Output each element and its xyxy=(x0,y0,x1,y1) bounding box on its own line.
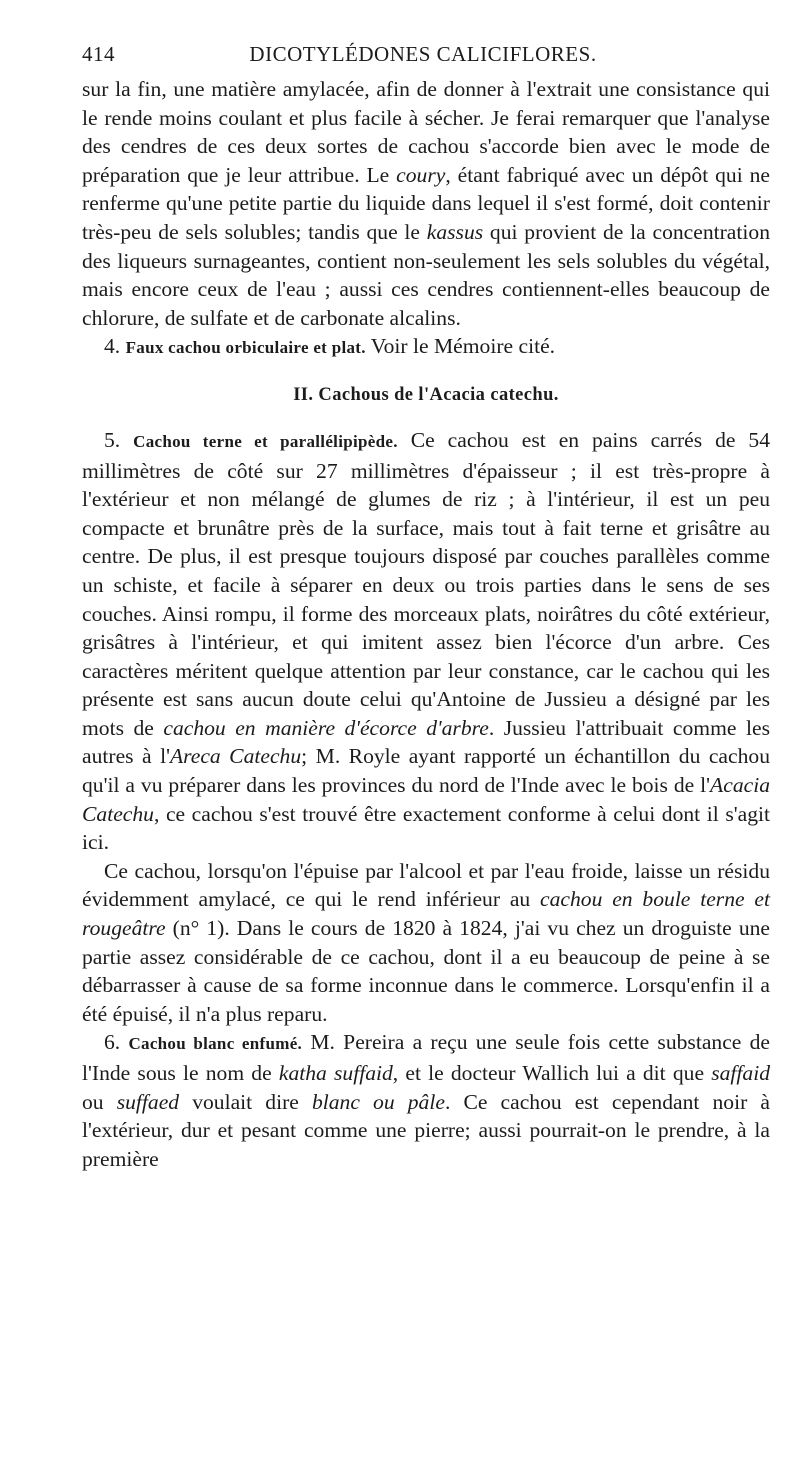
italic-term: katha suffaid xyxy=(278,1061,393,1085)
text-run: ; M. Royle ayant rapporté un échantillon du cachou qu'il a vu préparer dans les provinces du nord de l'Inde avec le bois de l' xyxy=(82,744,770,798)
italic-term: Areca Catechu xyxy=(169,744,302,769)
text-run: qui provient de la concentration des liqueurs surnageantes, contient non-seulement les sels solubles du végétal, mais encore ceux de l'eau ; aussi ces cendres contiennent-elles beaucoup de chlorure, de sulfate et de carbonate alcalins. xyxy=(82,219,770,330)
page-header xyxy=(82,42,770,67)
text-run: Ce cachou, lorsqu'on l'épuise par l'alcool et par l'eau froide, laisse un résidu évidemment amylacé, ce qui le rend inférieur au xyxy=(82,858,770,912)
text-run: Voir le Mémoire cité. xyxy=(365,334,556,359)
text-run: , et le docteur Wallich lui a dit que xyxy=(392,1061,712,1085)
italic-term: cachou en manière d'écorce d'arbre xyxy=(163,715,489,740)
italic-term: suffaed xyxy=(116,1089,180,1114)
text-run: , ce cachou s'est trouvé être exactement conforme à celui dont il s'agit ici. xyxy=(82,801,770,855)
item-number: 4. xyxy=(104,334,126,359)
item-heading: Cachou blanc enfumé. xyxy=(128,1034,303,1054)
text-run: , étant fabriqué avec un dépôt qui ne renferme qu'une petite partie du liquide dans lequel il s'est formé, doit contenir très-peu de sels solubles; tandis que le xyxy=(82,162,770,244)
text-run: (n° 1). Dans le cours de 1820 à 1824, j'ai vu chez un droguiste une partie assez considérable de ce cachou, dont il a eu beaucoup de peine à se débarrasser à cause de sa forme inconnue dans le commerce. Lorsqu'enfin il a été épuisé, il n'a plus reparu. xyxy=(82,916,770,1026)
item-heading: Faux cachou orbiculaire et plat. xyxy=(125,338,366,358)
paragraph-item-4 xyxy=(82,332,770,363)
italic-term: blanc ou pâle xyxy=(311,1089,445,1114)
item-heading: Cachou terne et parallélipipède. xyxy=(133,431,398,451)
running-head: DICOTYLÉDONES CALICIFLORES. xyxy=(249,42,597,66)
italic-term: cachou en boule terne et rougeâtre xyxy=(82,887,770,941)
text-run: sur la fin, une matière amylacée, afin de donner à l'extrait une consistance qui le rende moins coulant et plus facile à sécher. Je ferai remarquer que l'analyse des cendres de ces deux sortes de cachou s'accorde bien avec le mode de préparation que je leur attribue. Le xyxy=(82,77,770,187)
text-run: ou xyxy=(82,1089,117,1114)
paragraph-item-6 xyxy=(82,1028,770,1173)
text-run: . Ce cachou est cependant noir à l'extérieur, dur et pesant comme une pierre; aussi pourrait-on le prendre, à la première xyxy=(82,1089,770,1171)
item-number: 6. xyxy=(104,1030,129,1055)
text-run: voulait dire xyxy=(179,1089,312,1114)
italic-term: kassus xyxy=(426,219,484,244)
body-text xyxy=(82,75,770,1173)
page-number: 414 xyxy=(82,42,115,66)
item-number: 5. xyxy=(104,427,134,452)
italic-term: coury xyxy=(396,162,446,187)
italic-term: saffaid xyxy=(711,1061,770,1085)
paragraph-residue xyxy=(82,857,770,1029)
paragraph-continuation xyxy=(82,75,770,332)
text-run: . Jussieu l'attribuait comme les autres à l' xyxy=(82,715,770,769)
paragraph-item-5 xyxy=(82,426,770,857)
section-title: II. Cachous de l'Acacia catechu. xyxy=(293,384,559,405)
text-run: Ce cachou est en pains carrés de 54 millimètres de côté sur 27 millimètres d'épaisseur ; il est très-propre à l'extérieur et non mélangé de glumes de riz ; à l'intérieur, il est un peu compacte et brunâtre près de la surface, mais tout à fait terne et grisâtre au centre. De plus, il est presque toujours disposé par couches parallèles comme un schiste, et facile à séparer en deux ou trois parties dans le sens de ses couches. Ainsi rompu, il forme des morceaux plats, noirâtres du côté extérieur, grisâtres à l'intérieur, et qui imitent assez bien l'écorce d'un arbre. Ces caractères méritent quelque attention par leur constance, car le cachou qui les présente est sans aucun doute celui qu'Antoine de Jussieu a désigné par les mots de xyxy=(82,427,771,740)
italic-term: Acacia Catechu xyxy=(82,773,770,826)
text-run: M. Pereira a reçu une seule fois cette substance de l'Inde sous le nom de xyxy=(82,1030,770,1085)
